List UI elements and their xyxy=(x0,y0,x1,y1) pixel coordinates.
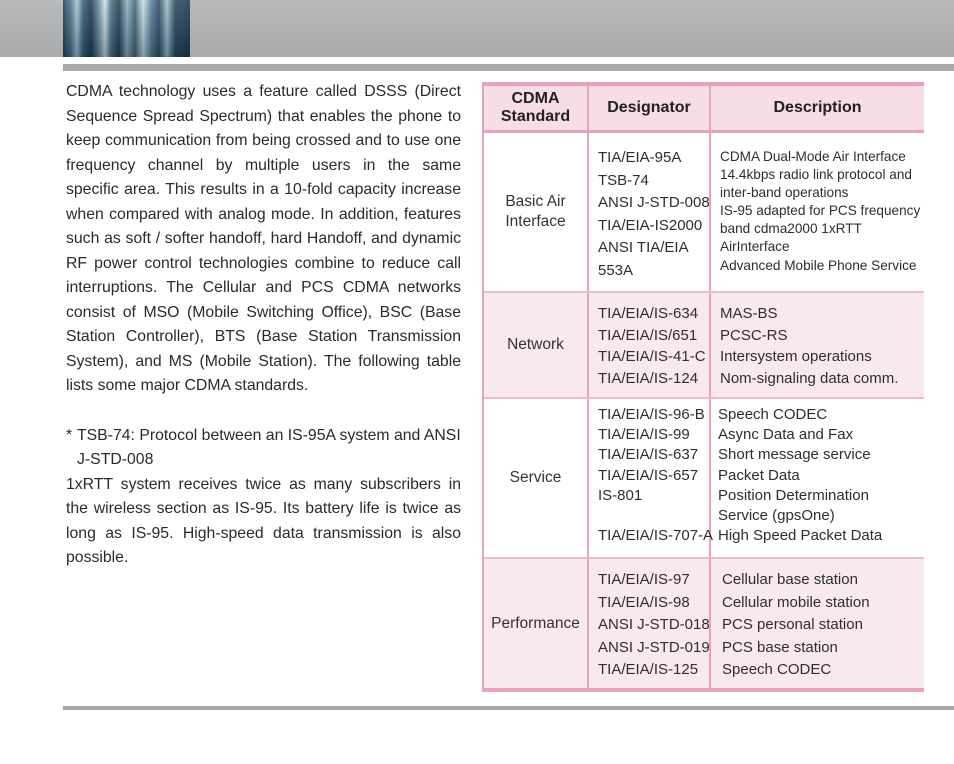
designator-item: TIA/EIA/IS-657 xyxy=(598,466,699,484)
table-header-row xyxy=(484,82,924,133)
header-description: Description xyxy=(773,99,862,116)
designator-item: TIA/EIA/IS-707-A xyxy=(598,527,714,545)
designator-item: TIA/EIA/IS-99 xyxy=(598,426,690,444)
description-item: PCS personal station xyxy=(722,616,863,634)
standard-cell xyxy=(484,293,589,397)
footnote-text: TSB-74: Protocol between an IS-95A system and ANSI J-STD-008 xyxy=(77,426,461,468)
standard-cell xyxy=(484,399,589,557)
description-item: PCS base station xyxy=(722,638,838,656)
left-column xyxy=(66,80,461,571)
description-item: Packet Data xyxy=(718,466,800,484)
paragraph-gap xyxy=(66,399,461,424)
designator-item: TSB-74 xyxy=(598,171,649,189)
designator-item: TIA/EIA-95A xyxy=(598,149,682,166)
cdma-standards-table xyxy=(482,82,924,692)
description-cell xyxy=(711,399,924,557)
designator-item: TIA/EIA-IS2000 xyxy=(598,216,703,234)
description-item: Short message service xyxy=(718,446,871,464)
designator-item: ANSI J-STD-019 xyxy=(598,638,710,656)
header-cdma-standard xyxy=(484,86,589,130)
standard-line1: Service xyxy=(509,469,562,486)
footnote-mark: * xyxy=(66,426,73,444)
table-row xyxy=(484,397,924,557)
description-item: Position Determination xyxy=(718,486,869,504)
table-row xyxy=(484,291,924,397)
description-item: Cellular base station xyxy=(722,571,858,588)
designator-item: ANSI TIA/EIA xyxy=(598,239,689,257)
header-standard-line2: Standard xyxy=(500,108,571,125)
description-item: Cellular mobile station xyxy=(722,593,870,611)
footnote xyxy=(66,424,461,473)
designator-item: TIA/EIA/IS-125 xyxy=(598,661,699,679)
top-rule xyxy=(63,64,954,71)
description-item: AirInterface xyxy=(720,239,790,255)
standard-line1: Basic Air xyxy=(505,193,566,210)
designator-spacer xyxy=(598,506,709,526)
description-cell xyxy=(711,559,924,688)
header-designator: Designator xyxy=(589,86,711,130)
standard-line1: Performance xyxy=(491,614,580,632)
header-photo xyxy=(63,0,190,57)
description-item: band cdma2000 1xRTT xyxy=(720,221,862,237)
description-item: Speech CODEC xyxy=(718,406,828,423)
bottom-rule xyxy=(63,706,954,710)
standard-line2: Interface xyxy=(505,213,566,230)
designator-item: TIA/EIA/IS-41-C xyxy=(598,348,706,365)
description-item: Speech CODEC xyxy=(722,661,832,679)
designator-item: ANSI J-STD-008 xyxy=(598,194,710,212)
standard-line1: Network xyxy=(507,336,564,353)
description-item: MAS-BS xyxy=(720,305,778,322)
description-item: PCSC-RS xyxy=(720,326,788,344)
designator-item: TIA/EIA/IS-98 xyxy=(598,593,690,611)
body-paragraph: CDMA technology uses a feature called DSSS (Direct Sequence Spread Spectrum) that enables the phone to keep communication from being crossed and to use one frequency channel by multiple users in the same specific area. This results in a 10-fold capacity increase when compared with analog mode. In addition, features such as soft / softer handoff, hard Handoff, and dynamic RF power control technologies combine to reduce call interruptions. The Cellular and PCS CDMA networks consist of MSO (Mobile Switching Office), BSC (Base Station Controller), BTS (Base Station Transmission System), and MS (Mobile Station). The following table lists some major CDMA standards. xyxy=(66,83,461,394)
designator-item: IS-801 xyxy=(598,486,643,504)
description-item: Async Data and Fax xyxy=(718,426,854,444)
designator-item: 553A xyxy=(598,261,634,279)
description-item: Advanced Mobile Phone Service xyxy=(720,257,917,273)
designator-cell xyxy=(589,559,711,688)
standard-cell xyxy=(484,133,589,291)
table-row xyxy=(484,133,924,291)
header-standard-line1: CDMA xyxy=(511,90,560,107)
description-cell xyxy=(711,293,924,397)
description-item: High Speed Packet Data xyxy=(718,527,883,545)
designator-item: TIA/EIA/IS-634 xyxy=(598,305,699,322)
description-item: CDMA Dual-Mode Air Interface xyxy=(720,149,906,164)
designator-item: TIA/EIA/IS-96-B xyxy=(598,406,705,423)
designator-item: TIA/EIA/IS-124 xyxy=(598,369,699,387)
description-item: Nom-signaling data comm. xyxy=(720,369,899,387)
closing-paragraph: 1xRTT system receives twice as many subscribers in the wireless section as IS-95. Its battery life is twice as long as IS-95. High-speed data transmission is also possible. xyxy=(66,475,461,566)
description-cell xyxy=(711,133,924,291)
standard-cell xyxy=(484,559,589,688)
designator-item: TIA/EIA/IS-97 xyxy=(598,571,690,588)
designator-item: TIA/EIA/IS/651 xyxy=(598,326,698,344)
designator-cell xyxy=(589,293,711,397)
designator-item: ANSI J-STD-018 xyxy=(598,616,710,634)
description-item: Intersystem operations xyxy=(720,348,872,365)
designator-cell xyxy=(589,133,711,291)
description-item: Service (gpsOne) xyxy=(718,507,835,525)
description-item: IS-95 adapted for PCS frequency xyxy=(720,203,921,219)
table-row xyxy=(484,557,924,692)
description-item: inter-band operations xyxy=(720,185,849,201)
designator-cell xyxy=(589,399,714,557)
description-item: 14.4kbps radio link protocol and xyxy=(720,167,912,183)
designator-item: TIA/EIA/IS-637 xyxy=(598,446,699,464)
